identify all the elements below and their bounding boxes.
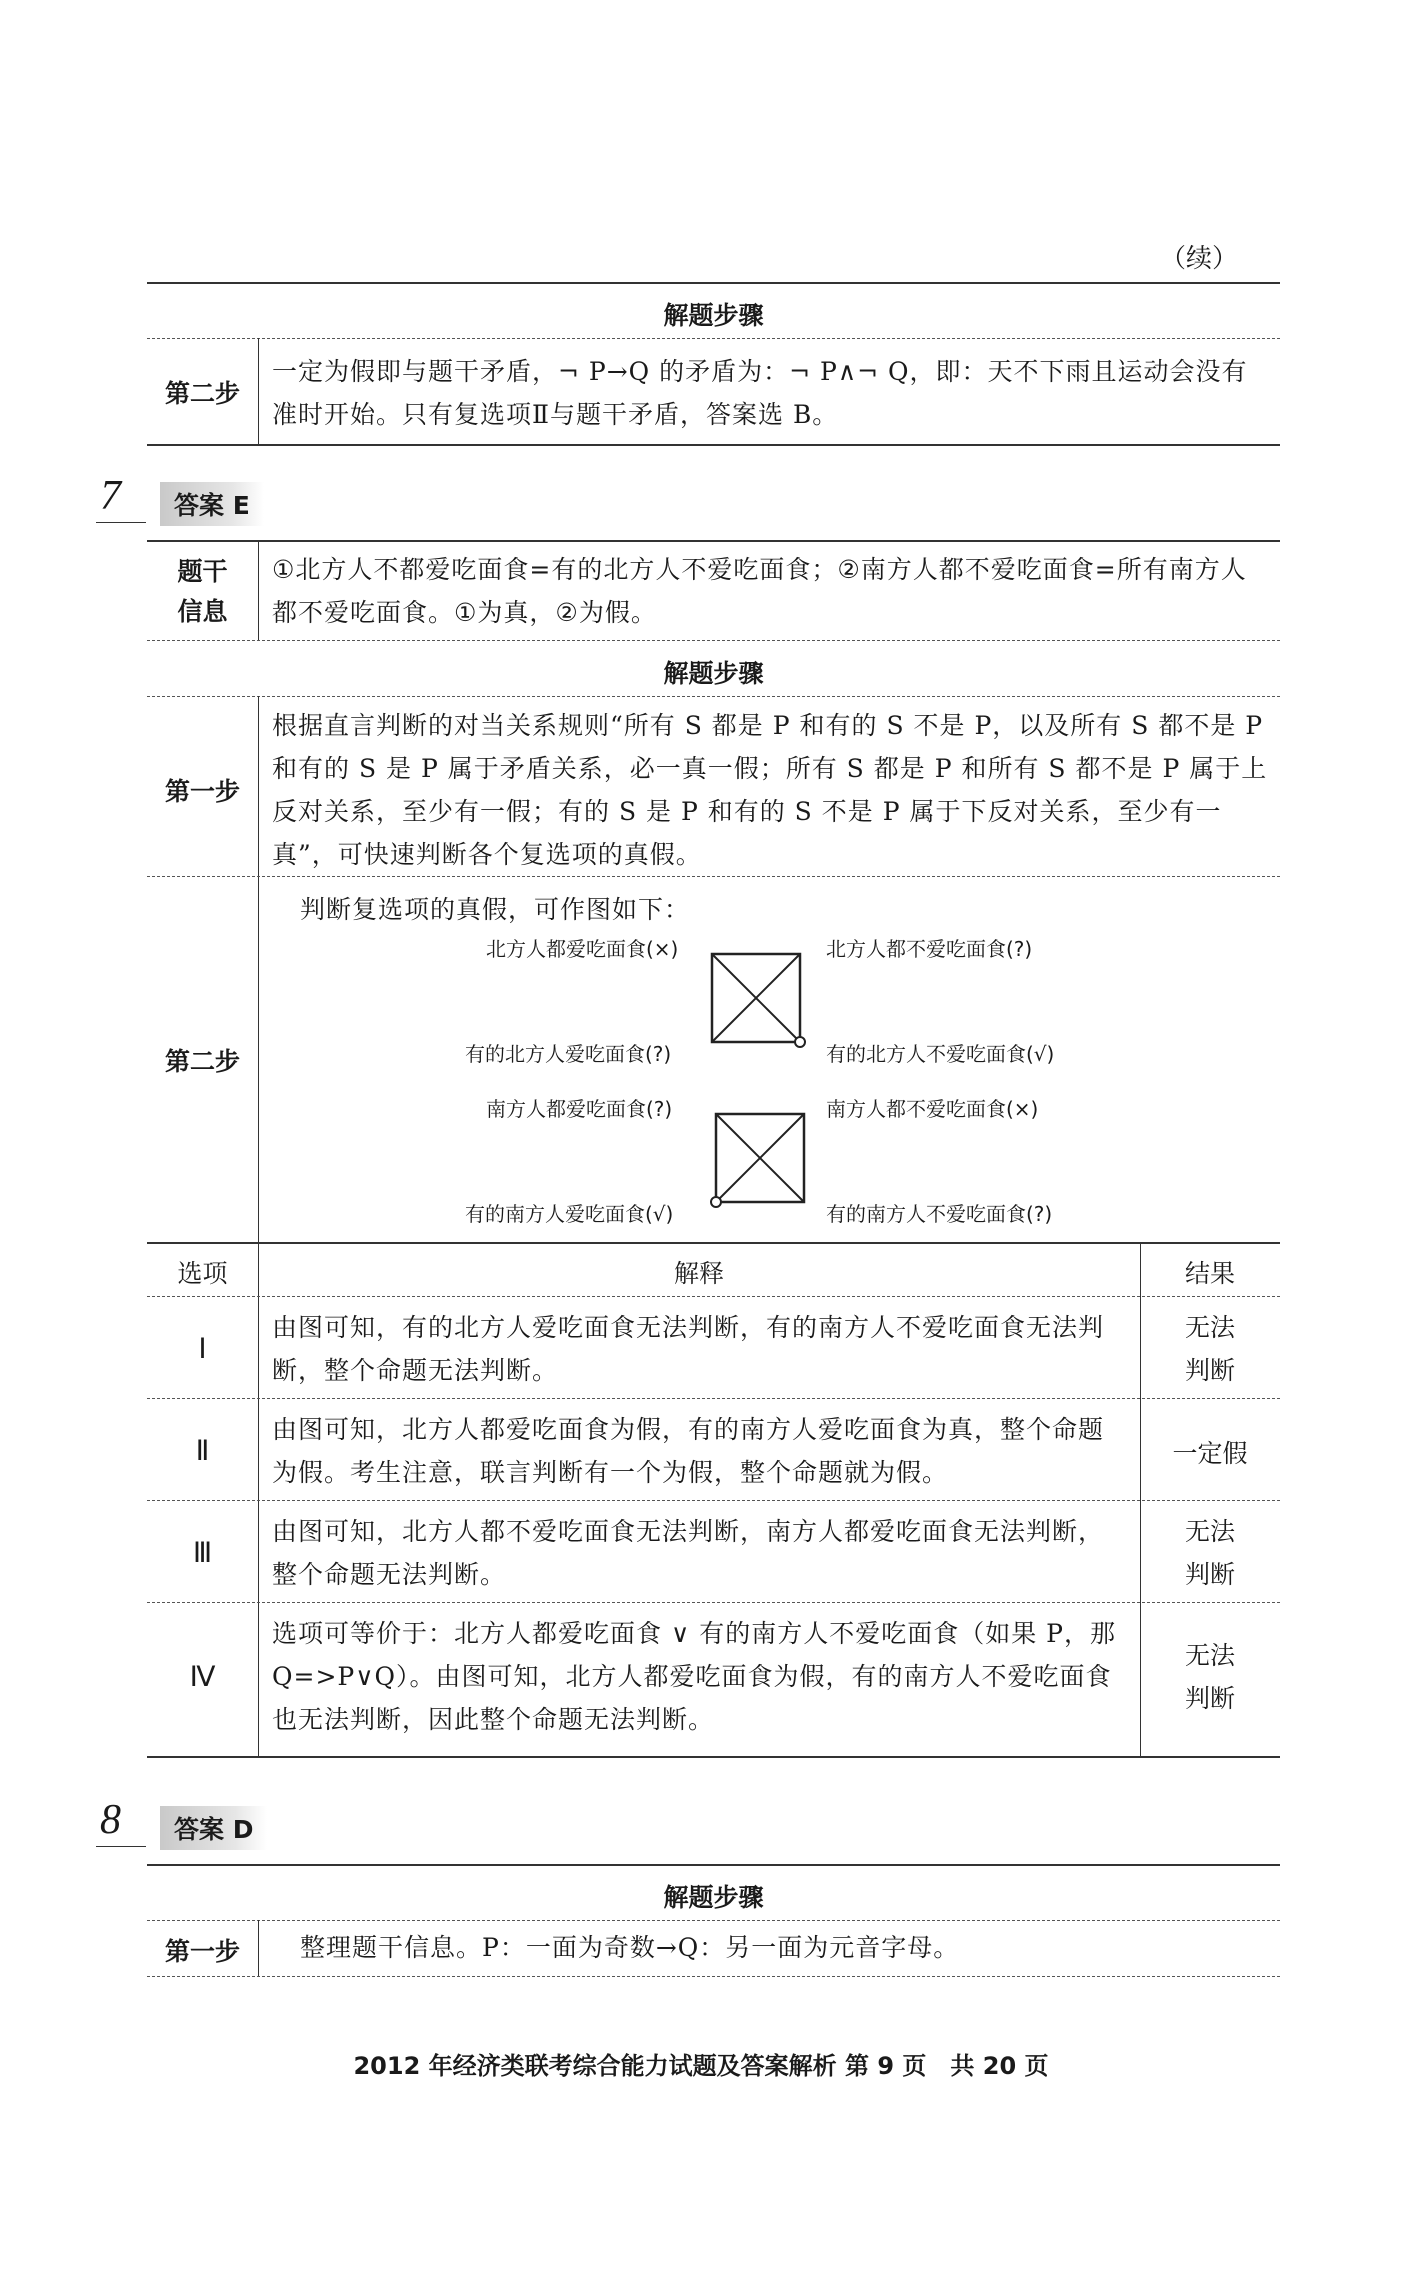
- q8-step1-text: 整理题干信息。P：一面为奇数→Q：另一面为元音字母。: [300, 1933, 960, 1962]
- options-header-result: 结果: [1184, 1259, 1235, 1288]
- diagram-south-bottom-right: 有的南方人不爱吃面食(?): [826, 1202, 1053, 1226]
- question-number-8-underline: [96, 1846, 146, 1847]
- q8-col-divider: [258, 1920, 259, 1976]
- option-divider: [147, 1500, 1280, 1501]
- diagram-north-bottom-left: 有的北方人爱吃面食(?): [465, 1042, 672, 1066]
- q7-info-label-text: 题干信息: [177, 557, 228, 626]
- q8-step1-label: 第一步: [164, 1937, 240, 1966]
- page-footer: 2012 年经济类联考综合能力试题及答案解析 第 9 页 共 20 页: [353, 2052, 1049, 2080]
- q8-steps-header-divider: [147, 1920, 1280, 1921]
- q7-step2-intro: 判断复选项的真假，可作图如下：: [300, 895, 691, 924]
- q7-options-top-rule: [147, 1242, 1280, 1244]
- option-explanation: 选项可等价于：北方人都爱吃面食 ∨ 有的南方人不爱吃面食（如果 P，那 Q=>P∨Q）。由图可知，北方人都爱吃面食为假，有的南方人不爱吃面食也无法判断，因此整个命题无法判断。: [272, 1619, 1116, 1734]
- option-explanation: 由图可知，北方人都爱吃面食为假，有的南方人爱吃面食为真，整个命题为假。考生注意，联言判断有一个为假，整个命题就为假。: [272, 1415, 1105, 1487]
- diagram-south-top-left: 南方人都爱吃面食(?): [486, 1097, 673, 1121]
- option-explanation: 由图可知，北方人都不爱吃面食无法判断，南方人都爱吃面食无法判断，整个命题无法判断。: [272, 1517, 1105, 1589]
- options-header-divider: [147, 1296, 1280, 1297]
- option-result: 一定假: [1172, 1439, 1248, 1468]
- option-divider: [147, 1398, 1280, 1399]
- options-header-option: 选项: [177, 1259, 228, 1288]
- table1-divider: [147, 338, 1280, 339]
- continued-label: （续）: [1160, 244, 1239, 274]
- q7-step1-text: 根据直言判断的对当关系规则“所有 S 都是 P 和有的 S 不是 P，以及所有 S 都不是 P 和有的 S 是 P 属于矛盾关系，必一真一假；所有 S 都是 P 和所有 S 都不是 P 属于上反对关系，至少有一假；有的 S 是 P 和有的 S 不是 P 属于下反对关系，至少有一真”，可快速判断各个复选项的真假。: [272, 711, 1268, 869]
- q8-steps-header: 解题步骤: [663, 1883, 764, 1912]
- table1-top-rule: [147, 282, 1280, 284]
- option-label: Ⅰ: [198, 1334, 207, 1365]
- q7-info-col-divider: [258, 540, 259, 640]
- table1-row-label: 第二步: [164, 379, 240, 408]
- q7-steps-header-divider: [147, 696, 1280, 697]
- q7-steps-col-divider: [258, 696, 259, 1242]
- option-label: Ⅳ: [189, 1662, 216, 1693]
- q7-info-label: [147, 552, 258, 632]
- options-col2-divider: [1140, 1242, 1141, 1756]
- option-result: 无法判断: [1184, 1641, 1235, 1713]
- q8-table-top-rule: [147, 1864, 1280, 1866]
- options-col1-divider: [258, 1242, 259, 1756]
- q7-step1-divider: [147, 876, 1280, 877]
- diagram-south-top-right: 南方人都不爱吃面食(×): [826, 1097, 1039, 1121]
- q7-step1-label: 第一步: [164, 777, 240, 806]
- diagram-south-bottom-left: 有的南方人爱吃面食(√): [465, 1202, 674, 1226]
- option-explanation: 由图可知，有的北方人爱吃面食无法判断，有的南方人不爱吃面食无法判断，整个命题无法判断。: [272, 1313, 1105, 1385]
- question-number-7-underline: [96, 522, 146, 523]
- table1-header: 解题步骤: [663, 301, 764, 330]
- option-result: 无法判断: [1184, 1313, 1235, 1385]
- q7-info-text: ①北方人不都爱吃面食=有的北方人不爱吃面食；②南方人都不爱吃面食=所有南方人都不爱吃面食。①为真，②为假。: [272, 555, 1247, 627]
- table1-row-text: 一定为假即与题干矛盾，¬ P→Q 的矛盾为：¬ P∧¬ Q，即：天不下雨且运动会没有准时开始。只有复选项Ⅱ与题干矛盾，答案选 B。: [272, 357, 1248, 429]
- table1-col-divider: [258, 338, 259, 444]
- question-number-7: 7: [100, 473, 121, 519]
- question-number-8: 8: [100, 1797, 121, 1843]
- options-header-explanation: 解释: [673, 1259, 724, 1288]
- q7-table-bottom-rule: [147, 1756, 1280, 1758]
- table1-bottom-rule: [147, 444, 1280, 446]
- answer-tag-8: 答案 D: [160, 1806, 267, 1850]
- diagram-north-bottom-right: 有的北方人不爱吃面食(√): [826, 1042, 1055, 1066]
- diagram-north-top-right: 北方人都不爱吃面食(?): [826, 937, 1033, 961]
- q7-table-top-rule: [147, 540, 1280, 542]
- diagram-north-top-left: 北方人都爱吃面食(×): [486, 937, 679, 961]
- q8-table-bottom-rule: [147, 1976, 1280, 1977]
- option-divider: [147, 1602, 1280, 1603]
- square-of-opposition-north: [708, 950, 808, 1050]
- square-of-opposition-south: [708, 1110, 808, 1210]
- answer-tag-7: 答案 E: [160, 482, 264, 526]
- q7-info-divider: [147, 640, 1280, 641]
- option-label: Ⅲ: [192, 1538, 213, 1569]
- q7-step2-label: 第二步: [164, 1047, 240, 1076]
- q7-steps-header: 解题步骤: [663, 659, 764, 688]
- option-result: 无法判断: [1184, 1517, 1235, 1589]
- option-label: Ⅱ: [195, 1436, 210, 1467]
